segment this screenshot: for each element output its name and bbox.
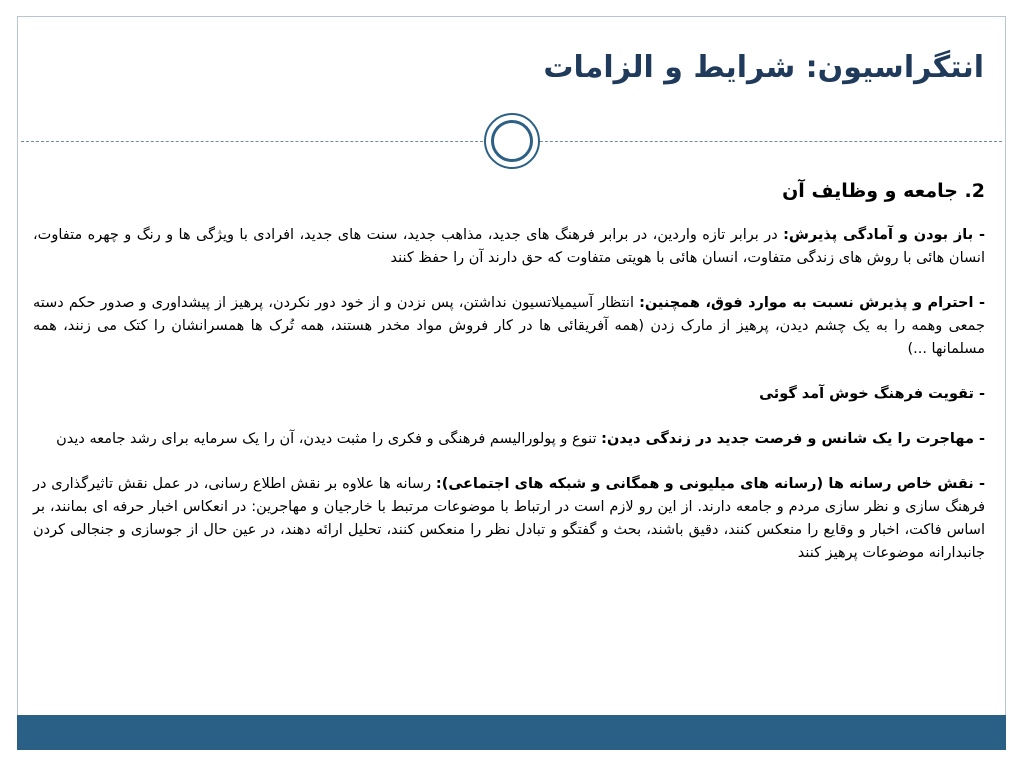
paragraph-text: انتظار آسیمیلاتسیون نداشتن، پس نزدن و از خود دور نکردن، پرهیز از پیشداوری و صدور حکم دسته جمعی وهمه را به یک چشم دیدن، پرهیز از مارک زدن (همه آفریقائی ها در کار فروش مواد مخدر هستند، همه تُرک ها همسرانشان را کتک می زنند، همه مسلمانها ...) (33, 295, 985, 357)
paragraph-label: - مهاجرت را یک شانس و فرصت جدید در زندگی دیدن: (601, 431, 985, 447)
paragraph-text: تنوع و پولورالیسم فرهنگی و فکری را مثبت دیدن، آن را یک سرمایه برای رشد جامعه دیدن (56, 431, 602, 447)
paragraph-media-role (33, 473, 985, 565)
paragraph-label: - تقویت فرهنگ خوش آمد گوئی (759, 386, 985, 402)
paragraph-text: رسانه ها علاوه بر نقش اطلاع رسانی، در عمل نقش تاثیرگذاری در فرهنگ سازی و نظر سازی مردم و جامعه دارند. از این رو لازم است در ارتباط با موضوعات مرتبط با خارجیان و مهاجرین: در انعکاس اخبار حرفه ای بمانند، بر اساس فاکت، اخبار و وقایع را منعکس کنند، دقیق باشند، بحث و گفتگو و تبادل نظر را منعکس کنند، تحلیل ارائه دهند، در عین حال از جوسازی و جنجالی کردن جانبدارانه موضوعات پرهیز کنند (33, 476, 985, 561)
paragraph-label: - نقش خاص رسانه ها (رسانه های میلیونی و همگانی و شبکه های اجتماعی): (435, 476, 986, 492)
paragraph-text: در برابر تازه واردین، در برابر فرهنگ های جدید، مذاهب جدید، سنت های جدید، افرادی با ویژگی ها و رنگ و چهره متفاوت، انسان هائی با روش های زندگی متفاوت، انسان هائی با هویتی متفاوت که حق دارند آن را حفظ کنند (33, 227, 985, 266)
footer-bar (17, 715, 1006, 750)
slide-title: انتگراسیون: شرایط و الزامات (543, 50, 984, 85)
paragraph-migration-opportunity (33, 428, 985, 451)
section-heading: 2. جامعه و وظایف آن (782, 180, 985, 202)
paragraph-welcome-culture (33, 383, 985, 406)
paragraph-respect (33, 292, 985, 361)
circle-ornament-icon (484, 113, 540, 169)
paragraph-openness (33, 224, 985, 270)
slide-body (33, 178, 985, 587)
paragraph-label: - احترام و پذیرش نسبت به موارد فوق، همچنین: (639, 295, 985, 311)
paragraph-label: - باز بودن و آمادگی پذیرش: (783, 227, 986, 243)
circle-ornament-inner (491, 120, 533, 162)
